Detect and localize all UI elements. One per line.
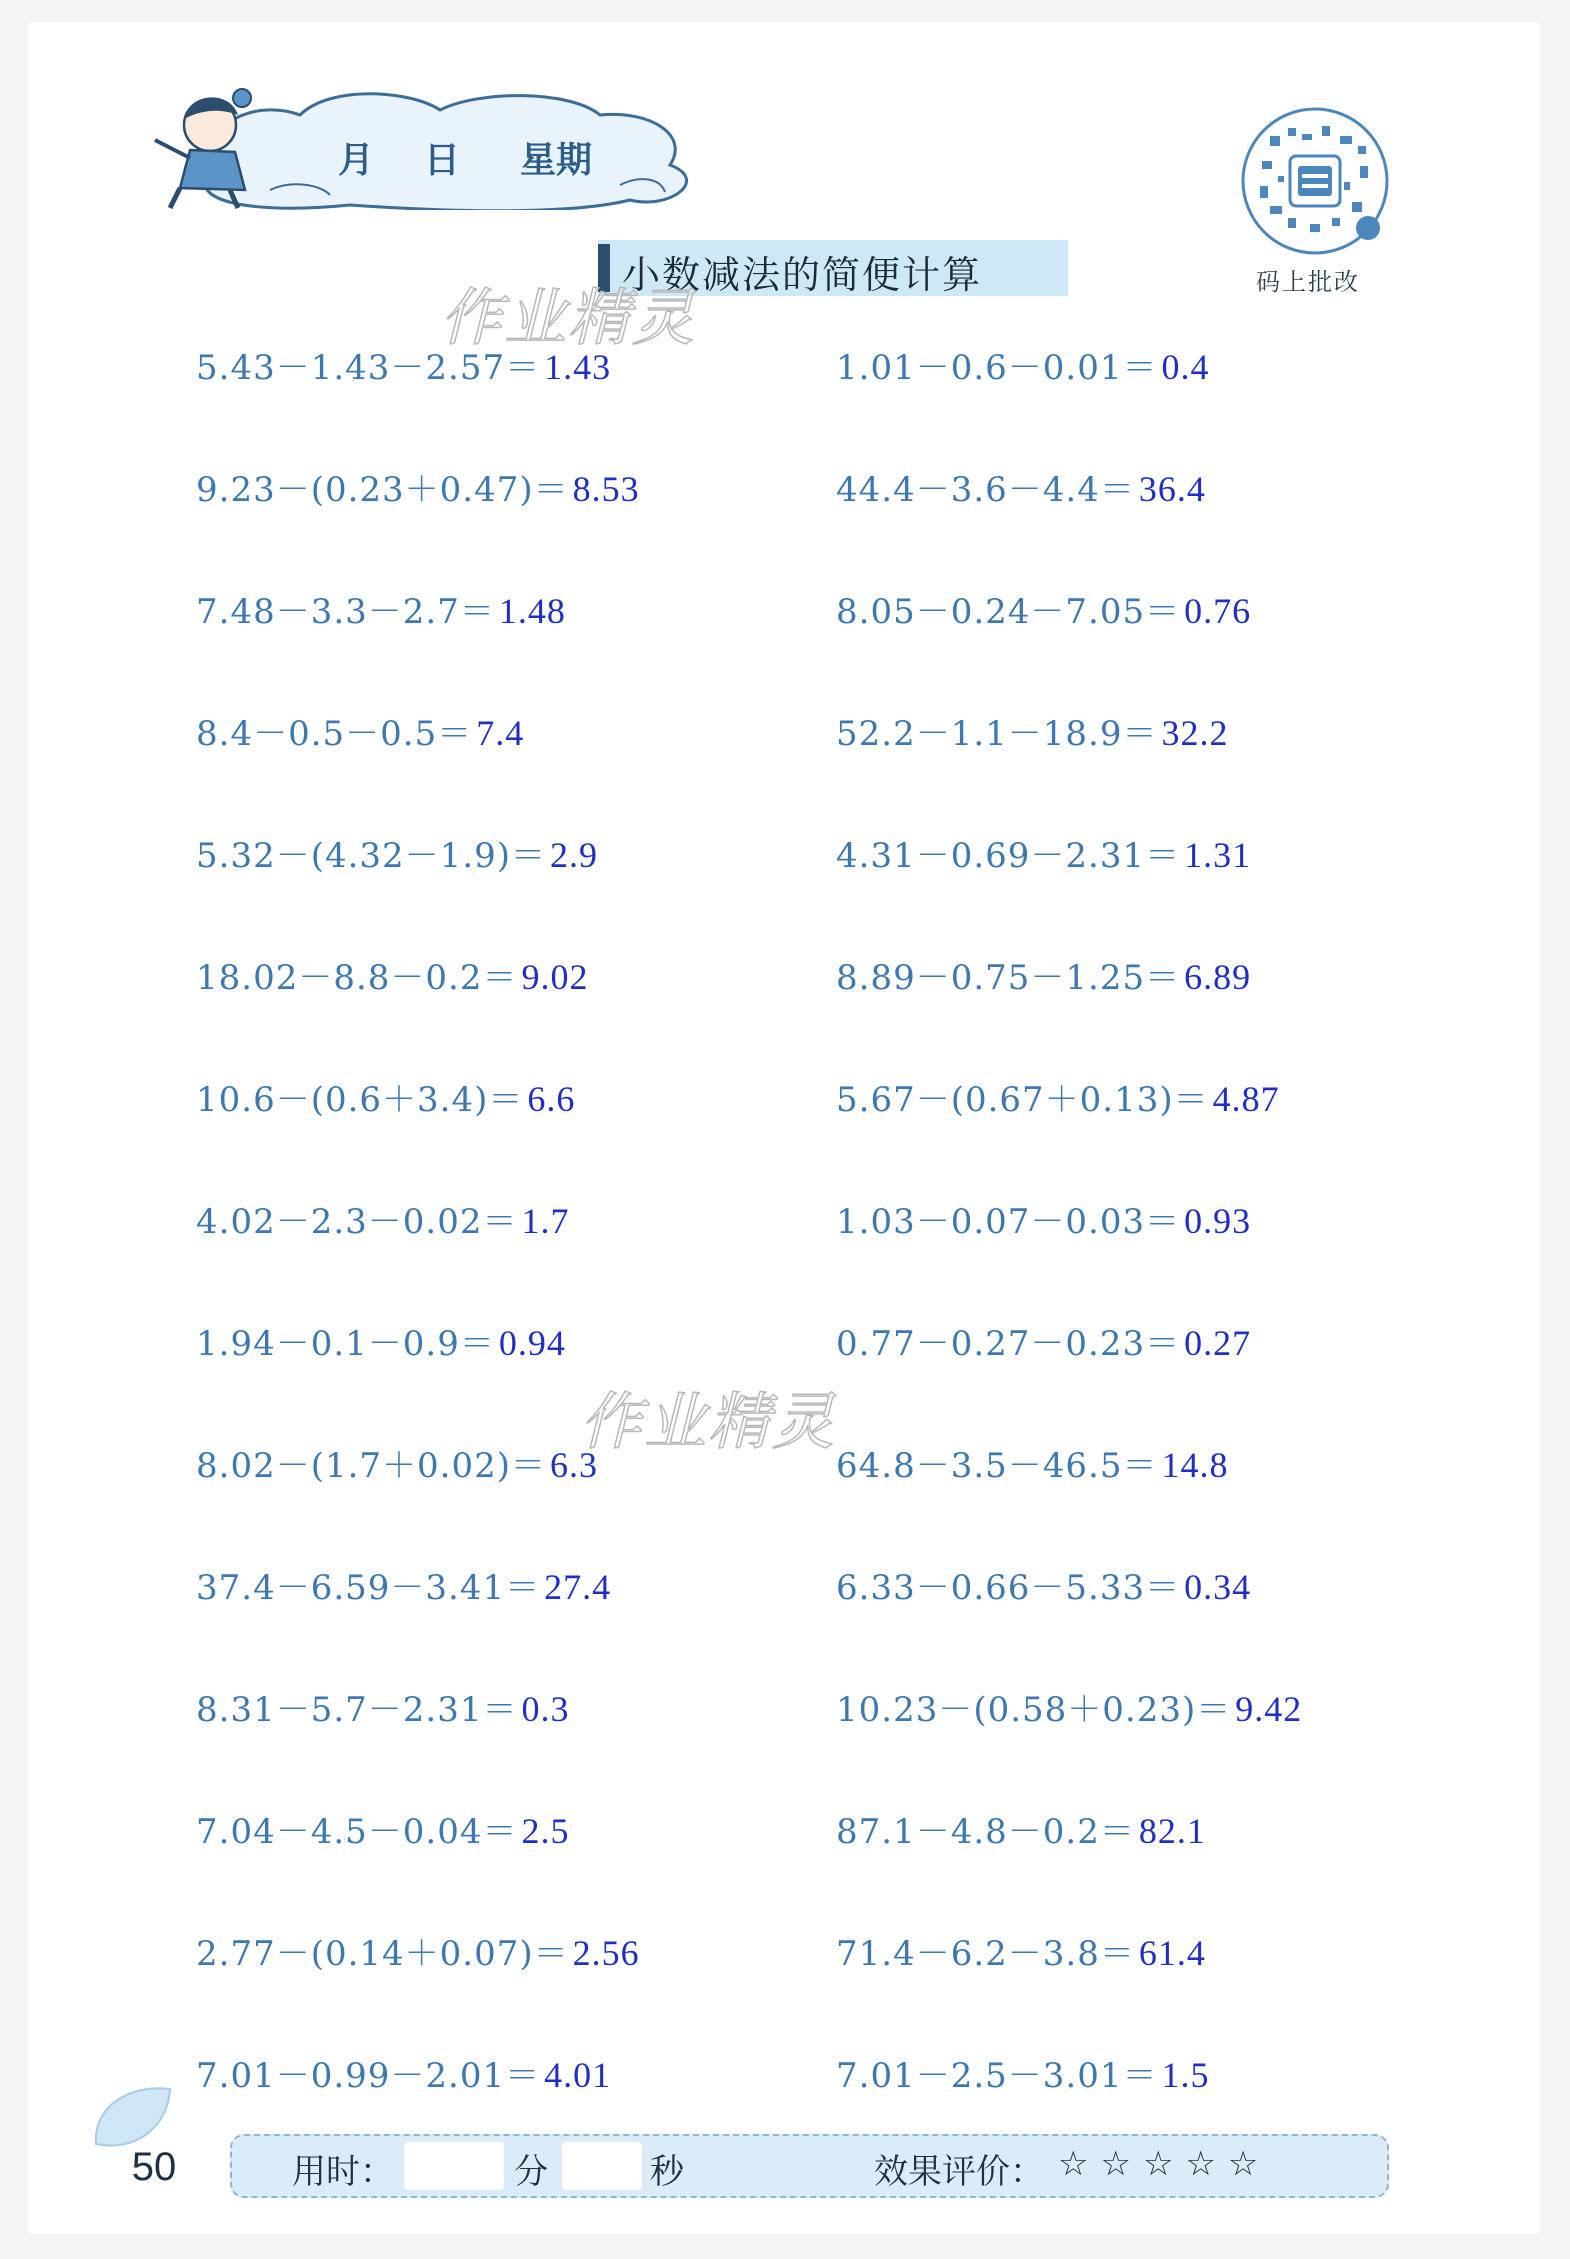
problem-expression: 7.01－0.99－2.01＝: [196, 2056, 541, 2096]
problem-answer[interactable]: 36.4: [1138, 469, 1206, 509]
problem-row: [836, 828, 1251, 877]
page-title: 小数减法的简便计算: [622, 253, 983, 297]
problem-expression: 7.04－4.5－0.04＝: [196, 1812, 518, 1852]
problem-answer[interactable]: 6.89: [1184, 957, 1252, 997]
problem-answer[interactable]: 0.93: [1184, 1201, 1252, 1241]
problem-answer[interactable]: 0.34: [1184, 1567, 1252, 1607]
problem-answer[interactable]: 0.4: [1161, 347, 1210, 387]
watermark-top: 作业精灵: [440, 281, 697, 354]
problem-answer[interactable]: 82.1: [1138, 1811, 1206, 1851]
problem-expression: 10.6－(0.6＋3.4)＝: [196, 1080, 524, 1120]
seconds-field[interactable]: [562, 2142, 642, 2190]
problem-expression: 2.77－(0.14＋0.07)＝: [196, 1934, 569, 1974]
problem-expression: 6.33－0.66－5.33＝: [836, 1568, 1181, 1608]
problem-answer[interactable]: 6.6: [527, 1079, 576, 1119]
problem-row: [196, 1438, 598, 1487]
problem-row: [836, 1560, 1251, 1609]
problem-row: [836, 1194, 1251, 1243]
problem-answer[interactable]: 1.43: [544, 347, 612, 387]
problem-answer[interactable]: 7.4: [476, 713, 525, 753]
problem-answer[interactable]: 8.53: [572, 469, 640, 509]
problem-expression: 4.02－2.3－0.02＝: [196, 1202, 518, 1242]
month-label: 月: [338, 140, 375, 181]
problem-answer[interactable]: 32.2: [1161, 713, 1229, 753]
problem-answer[interactable]: 0.76: [1184, 591, 1252, 631]
problem-answer[interactable]: 1.5: [1161, 2055, 1210, 2095]
problem-answer[interactable]: 0.27: [1184, 1323, 1252, 1363]
problem-answer[interactable]: 14.8: [1161, 1445, 1229, 1485]
problem-expression: 1.94－0.1－0.9＝: [196, 1324, 495, 1364]
problem-row: [196, 1804, 569, 1853]
problem-expression: 64.8－3.5－46.5＝: [836, 1446, 1158, 1486]
problem-row: [836, 1682, 1302, 1731]
minutes-field[interactable]: [404, 2142, 504, 2190]
problem-expression: 8.89－0.75－1.25＝: [836, 958, 1181, 998]
problem-row: [196, 1926, 640, 1975]
problem-expression: 9.23－(0.23＋0.47)＝: [196, 470, 569, 510]
problem-row: [836, 1316, 1251, 1365]
problem-expression: 5.32－(4.32－1.9)＝: [196, 836, 547, 876]
qr-code-label: 码上批改: [1256, 268, 1360, 296]
problem-expression: 4.31－0.69－2.31＝: [836, 836, 1181, 876]
problem-answer[interactable]: 2.56: [572, 1933, 640, 1973]
problem-row: [196, 1194, 569, 1243]
problem-answer[interactable]: 9.02: [521, 957, 589, 997]
weekday-label: 星期: [520, 140, 593, 181]
problem-expression: 1.03－0.07－0.03＝: [836, 1202, 1181, 1242]
problem-row: [196, 1316, 566, 1365]
problem-expression: 8.02－(1.7＋0.02)＝: [196, 1446, 547, 1486]
problem-row: [196, 584, 566, 633]
problem-row: [196, 828, 598, 877]
problem-row: [196, 950, 588, 999]
watermark-middle: 作业精灵: [580, 1385, 837, 1458]
rating-label: 效果评价：: [874, 2152, 1044, 2192]
problem-answer[interactable]: 1.31: [1184, 835, 1252, 875]
problem-row: [836, 584, 1251, 633]
problem-row: [196, 1682, 569, 1731]
problem-expression: 0.77－0.27－0.23＝: [836, 1324, 1181, 1364]
problem-row: [196, 462, 640, 511]
problem-answer[interactable]: 27.4: [544, 1567, 612, 1607]
page-number: 50: [131, 2145, 177, 2189]
problem-expression: 18.02－8.8－0.2＝: [196, 958, 518, 998]
problem-expression: 44.4－3.6－4.4＝: [836, 470, 1135, 510]
problem-answer[interactable]: 6.3: [550, 1445, 599, 1485]
problem-answer[interactable]: 2.9: [550, 835, 599, 875]
problem-answer[interactable]: 0.3: [521, 1689, 570, 1729]
problem-row: [836, 1438, 1228, 1487]
second-unit: 秒: [650, 2152, 684, 2192]
problem-expression: 8.4－0.5－0.5＝: [196, 714, 473, 754]
day-label: 日: [424, 140, 461, 181]
problem-expression: 10.23－(0.58＋0.23)＝: [836, 1690, 1232, 1730]
problem-answer[interactable]: 1.48: [498, 591, 566, 631]
problem-row: [196, 340, 611, 389]
problem-expression: 7.48－3.3－2.7＝: [196, 592, 495, 632]
problem-row: [836, 1072, 1280, 1121]
problem-row: [836, 340, 1209, 389]
problem-row: [836, 2048, 1209, 2097]
problem-expression: 87.1－4.8－0.2＝: [836, 1812, 1135, 1852]
problem-answer[interactable]: 9.42: [1235, 1689, 1303, 1729]
problem-expression: 37.4－6.59－3.41＝: [196, 1568, 541, 1608]
problem-answer[interactable]: 1.7: [521, 1201, 570, 1241]
problem-expression: 8.31－5.7－2.31＝: [196, 1690, 518, 1730]
problem-expression: 71.4－6.2－3.8＝: [836, 1934, 1135, 1974]
problem-answer[interactable]: 2.5: [521, 1811, 570, 1851]
problem-expression: 8.05－0.24－7.05＝: [836, 592, 1181, 632]
problem-answer[interactable]: 4.87: [1212, 1079, 1280, 1119]
problem-row: [836, 462, 1206, 511]
problem-expression: 52.2－1.1－18.9＝: [836, 714, 1158, 754]
time-label: 用时：: [292, 2152, 394, 2192]
minute-unit: 分: [514, 2152, 548, 2192]
rating-stars[interactable]: ☆☆☆☆☆: [1058, 2144, 1271, 2184]
problem-row: [196, 1072, 575, 1121]
problem-answer[interactable]: 0.94: [498, 1323, 566, 1363]
problem-row: [196, 2048, 611, 2097]
footer-bar: [230, 2134, 1389, 2198]
problem-row: [196, 1560, 611, 1609]
problem-row: [836, 1804, 1206, 1853]
problem-row: [836, 1926, 1206, 1975]
problem-row: [836, 950, 1251, 999]
problem-expression: 5.43－1.43－2.57＝: [196, 348, 541, 388]
problem-expression: 5.67－(0.67＋0.13)＝: [836, 1080, 1209, 1120]
problem-row: [836, 706, 1228, 755]
problem-row: [196, 706, 524, 755]
problem-expression: 1.01－0.6－0.01＝: [836, 348, 1158, 388]
problem-answer[interactable]: 61.4: [1138, 1933, 1206, 1973]
problem-answer[interactable]: 4.01: [544, 2055, 612, 2095]
problem-expression: 7.01－2.5－3.01＝: [836, 2056, 1158, 2096]
